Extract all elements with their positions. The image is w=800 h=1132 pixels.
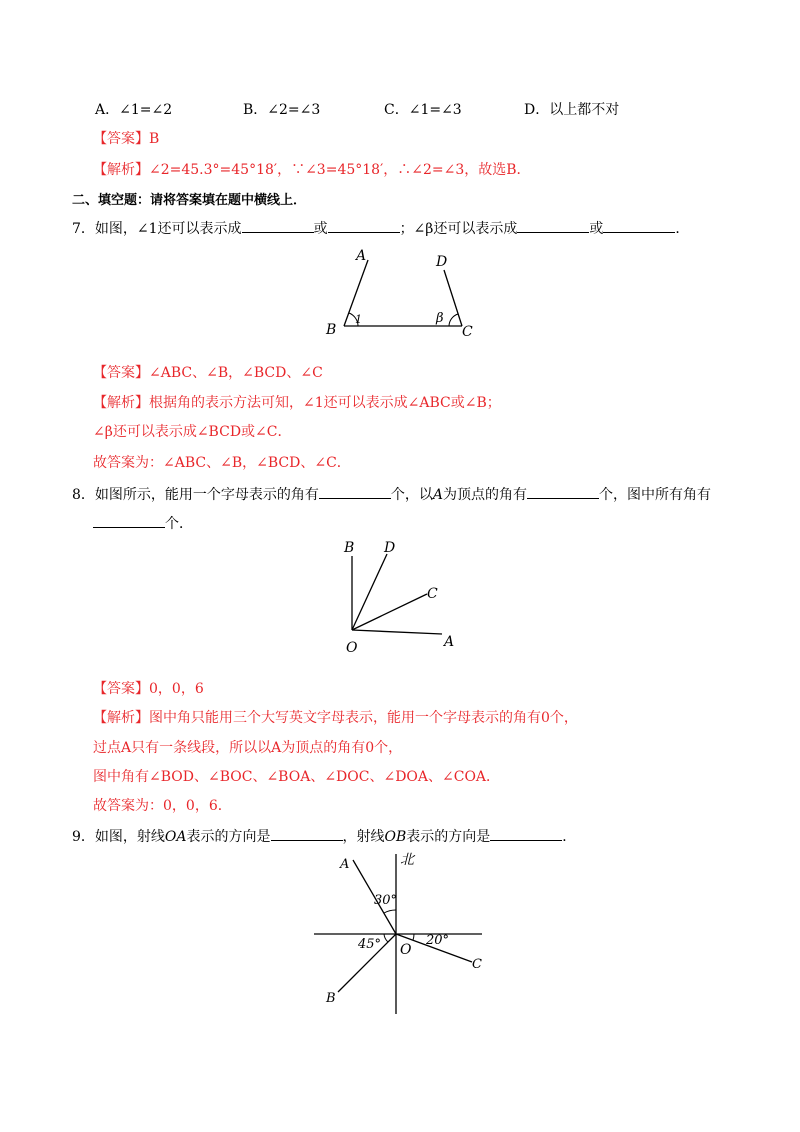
option-c: C．∠1=∠3 <box>384 102 462 118</box>
q9-oa: OA <box>164 829 187 845</box>
q7-answer: 【答案】∠ABC、∠B，∠BCD、∠C <box>93 365 323 381</box>
q7-end: ． <box>675 221 690 237</box>
q8-analysis-1: 【解析】图中角只能用三个大写英文字母表示，能用一个字母表示的角有0个， <box>93 710 578 726</box>
q9-end: ． <box>562 829 577 845</box>
label-C: C <box>427 586 438 602</box>
label-O: O <box>346 640 358 656</box>
q9-number: 9． <box>72 829 95 845</box>
label-C: C <box>472 957 482 972</box>
q7-number: 7． <box>72 221 95 237</box>
label-beta: β <box>436 311 444 326</box>
q8-number: 8． <box>72 487 95 503</box>
label-B: B <box>326 991 336 1006</box>
q7-blank-3[interactable] <box>517 218 589 233</box>
label-45deg: 45° <box>358 937 382 952</box>
q8-text-b: 个，以 <box>390 487 433 503</box>
q9-text-a: 如图，射线 <box>94 829 165 845</box>
label-O: O <box>400 942 412 958</box>
q6-analysis: 【解析】∠2=45.3°=45°18′，∵∠3=45°18′，∴∠2=∠3，故选B． <box>93 162 531 178</box>
option-a: A．∠1=∠2 <box>95 102 173 118</box>
q8-analysis-2: 过点A只有一条线段，所以以A为顶点的角有0个， <box>93 740 403 756</box>
q9-stem <box>72 826 576 846</box>
q9-blank-2[interactable] <box>490 826 562 841</box>
q6-answer: 【答案】B <box>93 131 160 147</box>
label-30deg: 30° <box>374 893 398 908</box>
q9-figure <box>310 850 500 1018</box>
label-B: B <box>326 322 337 338</box>
option-b: B．∠2=∠3 <box>243 102 321 118</box>
q8-analysis-3: 图中角有∠BOD、∠BOC、∠BOA、∠DOC、∠DOA、∠COA． <box>93 769 501 785</box>
q8-text-d: 个，图中所有角有 <box>599 487 712 503</box>
label-north: 北 <box>400 852 414 868</box>
q8-answer: 【答案】0，0，6 <box>93 681 204 697</box>
q8-point: A <box>432 487 444 503</box>
q8-analysis-4: 故答案为：0，0，6． <box>93 798 232 814</box>
q9-ob: OB <box>384 829 407 845</box>
q7-stem <box>72 218 689 238</box>
q7-or-1: 或 <box>313 221 328 237</box>
section-title: 二、填空题：请将答案填在题中横线上． <box>72 193 307 208</box>
label-B: B <box>344 540 355 556</box>
q9-text-b: 表示的方向是 <box>186 829 271 845</box>
q8-blank-1[interactable] <box>319 484 391 499</box>
q9-text-d: 表示的方向是 <box>406 829 491 845</box>
q8-figure <box>332 536 462 656</box>
label-C: C <box>462 324 473 340</box>
q7-text-b: ；∠β还可以表示成 <box>399 221 518 237</box>
q7-analysis-1: 【解析】根据角的表示方法可知，∠1还可以表示成∠ABC或∠B； <box>93 395 501 411</box>
q7-analysis-2: ∠β还可以表示成∠BCD或∠C． <box>93 424 292 440</box>
q8-blank-2[interactable] <box>527 484 599 499</box>
label-D: D <box>436 254 448 270</box>
q7-or-2: 或 <box>589 221 604 237</box>
q7-blank-4[interactable] <box>603 218 675 233</box>
q8-text-a: 如图所示，能用一个字母表示的角有 <box>94 487 319 503</box>
q8-text-c: 为顶点的角有 <box>443 487 528 503</box>
label-A: A <box>356 248 367 264</box>
q8-blank-3[interactable] <box>93 513 165 528</box>
label-A: A <box>340 857 350 872</box>
q8-stem-line2 <box>93 513 193 533</box>
label-20deg: 20° <box>426 933 450 948</box>
option-d: D．以上都不对 <box>524 102 620 118</box>
q9-blank-1[interactable] <box>271 826 343 841</box>
q7-figure <box>320 244 490 340</box>
label-A: A <box>444 634 455 650</box>
q7-analysis-3: 故答案为：∠ABC、∠B，∠BCD、∠C． <box>93 455 351 471</box>
q7-blank-2[interactable] <box>328 218 400 233</box>
label-D: D <box>384 540 396 556</box>
q8-stem-line1 <box>72 484 711 504</box>
q8-end: 个． <box>165 516 193 532</box>
label-1: 1 <box>355 313 362 326</box>
q7-blank-1[interactable] <box>242 218 314 233</box>
q9-text-c: ，射线 <box>342 829 385 845</box>
q7-text-a: 如图，∠1还可以表示成 <box>94 221 242 237</box>
